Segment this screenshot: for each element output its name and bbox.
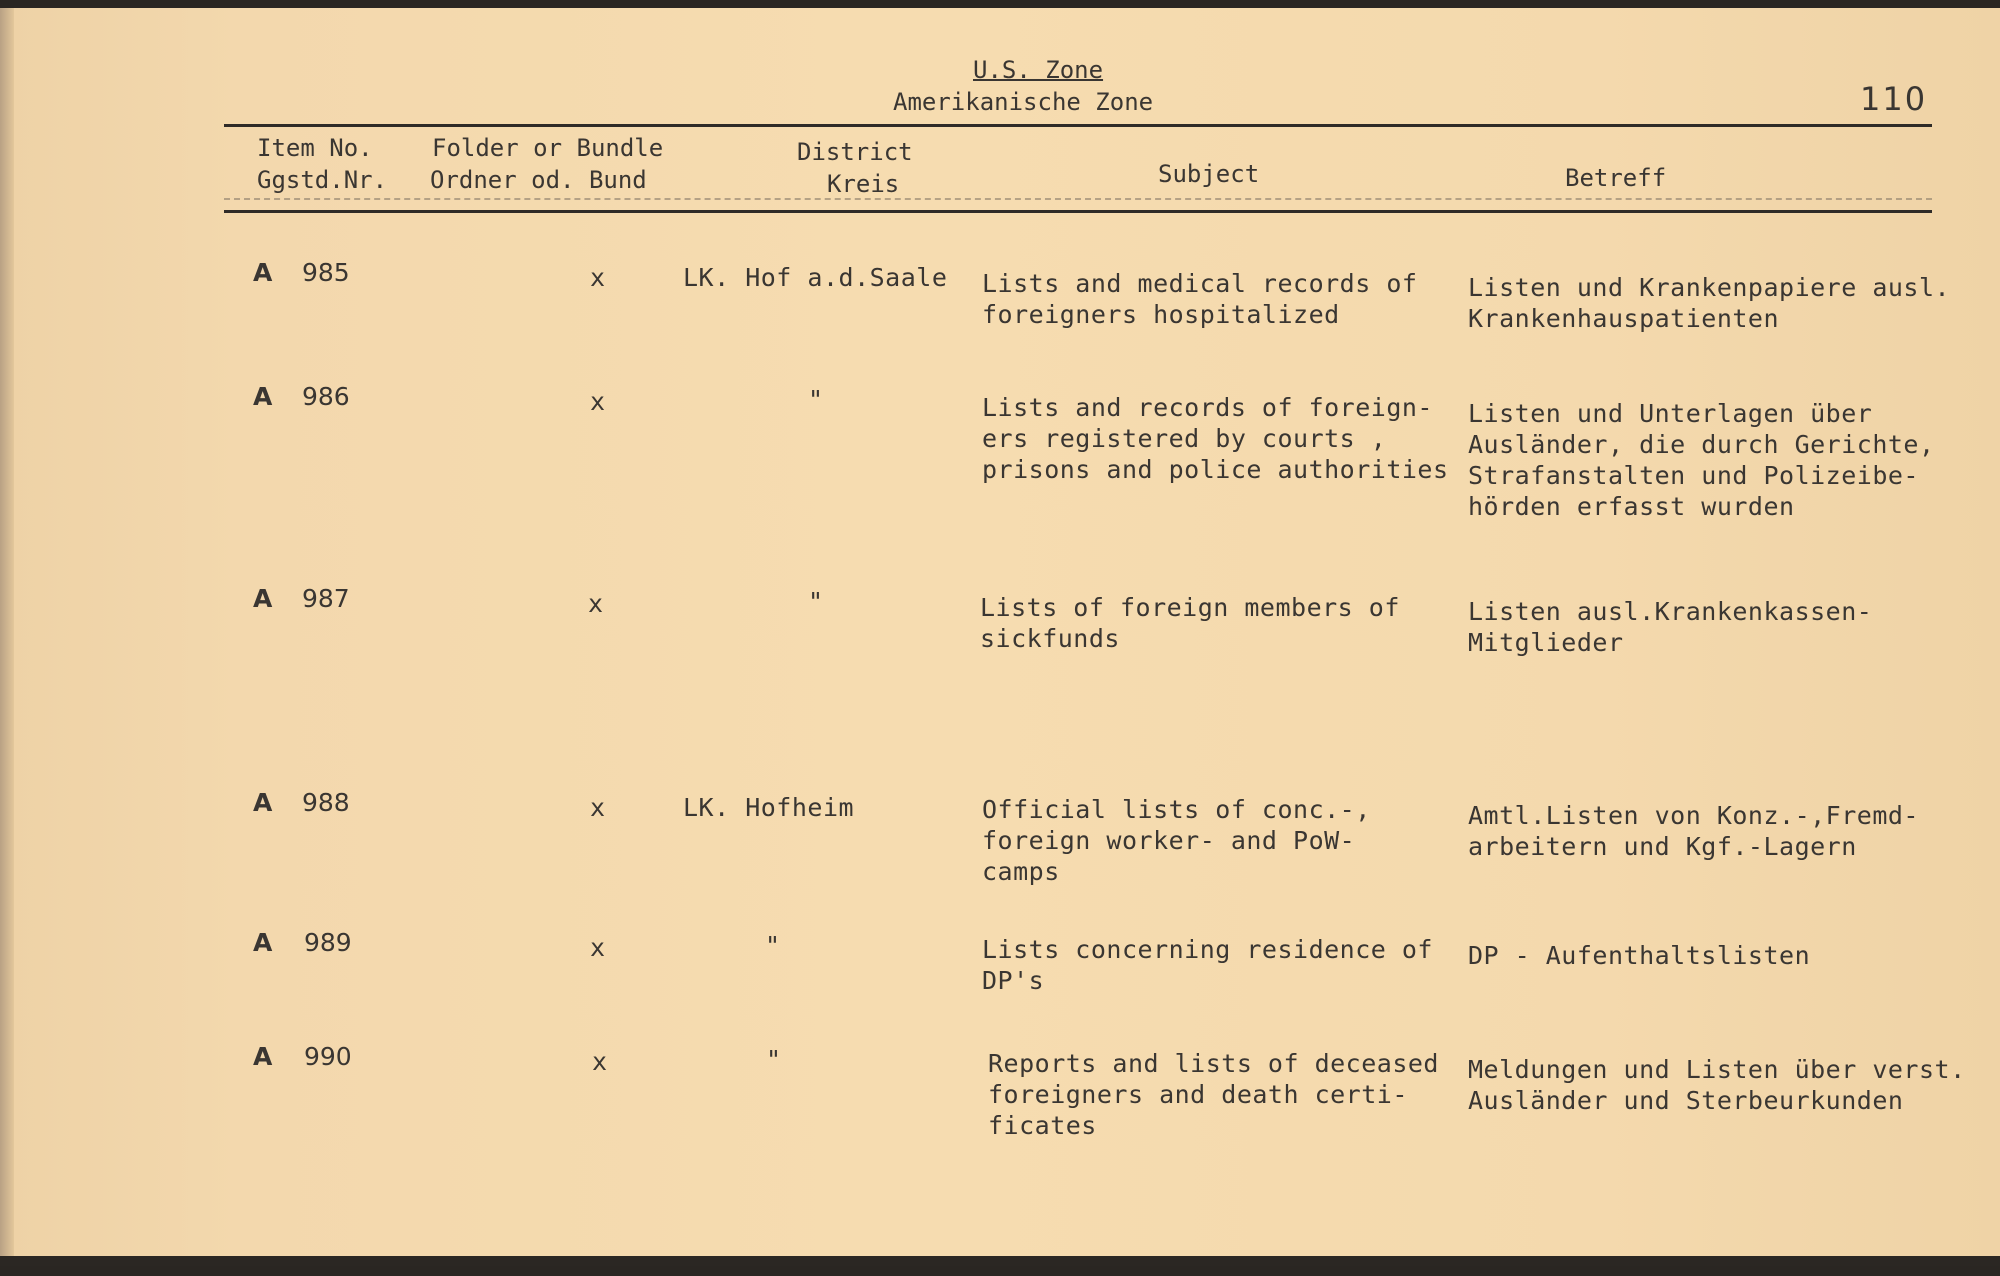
column-header-item-de: Ggstd.Nr. — [257, 166, 388, 194]
ditto-mark: " — [808, 587, 824, 616]
subject-cell: Lists concerning residence of DP's — [982, 935, 1433, 995]
betreff-cell: Meldungen und Listen über verst. Ausländer und Sterbeurkunden — [1468, 1055, 1966, 1115]
column-header-betreff: Betreff — [1565, 164, 1667, 192]
column-header-subject: Subject — [1158, 160, 1260, 188]
subject-cell: Reports and lists of deceased foreigners and death certi- ficates — [988, 1049, 1439, 1140]
subject-cell: Official lists of conc.-, foreign worker- and PoW- camps — [982, 795, 1371, 886]
item-number: 989 — [304, 928, 352, 957]
column-header-item-en: Item No. — [257, 134, 373, 162]
item-number: 985 — [302, 258, 350, 287]
column-header-folder-de: Ordner od. Bund — [430, 166, 647, 194]
page-number: 110 — [1860, 80, 1928, 118]
page-fold-shadow — [0, 8, 14, 1266]
item-prefix: A — [253, 382, 273, 411]
item-prefix: A — [253, 928, 273, 957]
ditto-mark: " — [808, 385, 824, 414]
item-number: 990 — [304, 1042, 352, 1071]
zone-title: U.S. Zone — [973, 56, 1104, 84]
item-number: 988 — [302, 788, 350, 817]
subject-cell: Lists and medical records of foreigners hospitalized — [982, 269, 1418, 329]
bundle-mark: x — [590, 263, 606, 292]
betreff-cell: Amtl.Listen von Konz.-,Fremd- arbeitern und Kgf.-Lagern — [1468, 801, 1919, 861]
bundle-mark: x — [590, 933, 606, 962]
header-dotted-rule — [224, 198, 1932, 200]
header-top-rule — [224, 124, 1932, 127]
item-prefix: A — [253, 258, 273, 287]
ditto-mark: " — [765, 931, 781, 960]
ditto-mark: " — [766, 1045, 782, 1074]
betreff-cell: DP - Aufenthaltslisten — [1468, 941, 1811, 970]
document-page — [0, 8, 2000, 1266]
page-bottom-edge — [0, 1256, 2000, 1266]
item-prefix: A — [253, 1042, 273, 1071]
column-header-district-de: Kreis — [827, 170, 900, 198]
zone-subtitle: Amerikanische Zone — [893, 88, 1154, 116]
bundle-mark: x — [592, 1047, 608, 1076]
header-bottom-rule — [224, 210, 1932, 213]
item-prefix: A — [253, 584, 273, 613]
betreff-cell: Listen und Unterlagen über Ausländer, die durch Gerichte, Strafanstalten und Polizeibe- hörden erfasst wurden — [1468, 399, 1935, 521]
district-cell: LK. Hofheim — [683, 793, 855, 822]
item-number: 987 — [302, 584, 350, 613]
column-header-folder-en: Folder or Bundle — [432, 134, 664, 162]
bundle-mark: x — [590, 387, 606, 416]
subject-cell: Lists and records of foreign- ers registered by courts , prisons and police authorities — [982, 393, 1449, 484]
betreff-cell: Listen und Krankenpapiere ausl. Krankenhauspatienten — [1468, 273, 1951, 333]
district-cell: LK. Hof a.d.Saale — [683, 263, 948, 292]
bundle-mark: x — [590, 793, 606, 822]
item-prefix: A — [253, 788, 273, 817]
item-number: 986 — [302, 382, 350, 411]
column-header-district-en: District — [797, 138, 913, 166]
bundle-mark: x — [588, 589, 604, 618]
subject-cell: Lists of foreign members of sickfunds — [980, 593, 1400, 653]
betreff-cell: Listen ausl.Krankenkassen- Mitglieder — [1468, 597, 1873, 657]
